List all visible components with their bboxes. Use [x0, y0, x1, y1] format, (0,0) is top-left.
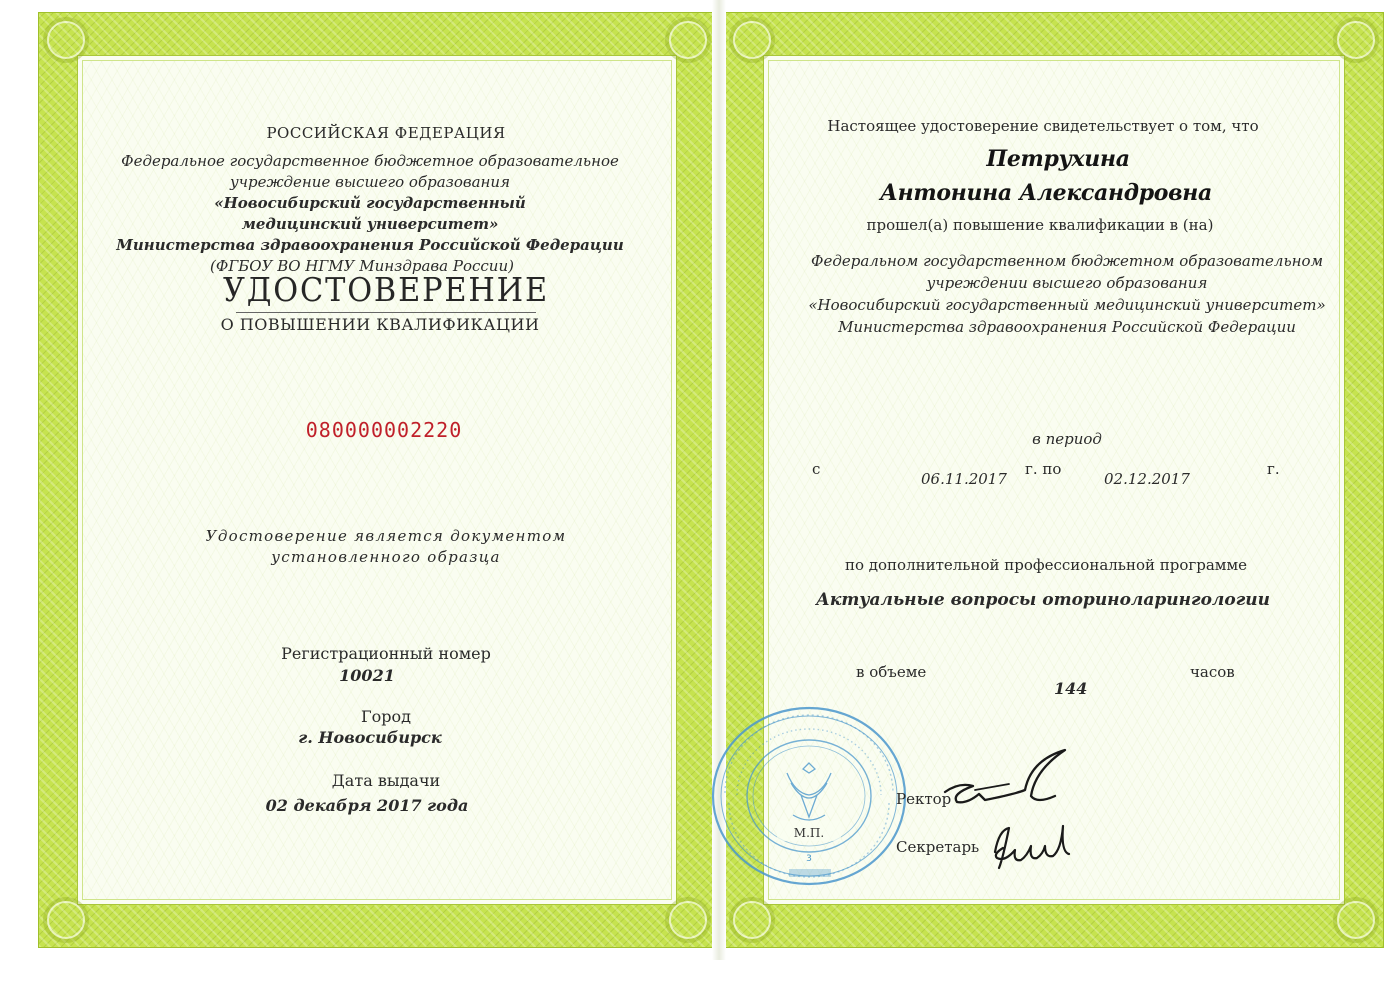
- ornament-corner: [669, 901, 707, 939]
- status-line-2: установленного образца: [271, 548, 501, 566]
- period-year-label: г.: [1267, 460, 1280, 478]
- institution-line-3: «Новосибирский государственный медицинский университет»: [808, 296, 1326, 314]
- serial-number: 080000002220: [305, 418, 463, 442]
- country-heading: РОССИЙСКАЯ ФЕДЕРАЦИЯ: [266, 124, 506, 142]
- org-line-4: медицинский университет»: [241, 215, 499, 233]
- org-line-6: (ФГБОУ ВО НГМУ Минздрава России): [210, 257, 514, 275]
- org-line-3: «Новосибирский государственный: [214, 194, 526, 212]
- ornament-corner: [47, 901, 85, 939]
- period-label: в период: [1032, 430, 1102, 448]
- ornament-corner: [1337, 901, 1375, 939]
- rector-label: Ректор: [896, 790, 952, 808]
- ornament-corner: [47, 21, 85, 59]
- secretary-signature: [985, 818, 1085, 882]
- period-to-label: г. по: [1025, 460, 1062, 478]
- institution-line-1: Федеральном государственном бюджетном образовательном: [811, 252, 1323, 270]
- passed-training-line: прошел(а) повышение квалификации в (на): [866, 216, 1214, 234]
- stamp-mark-label: М.П.: [793, 826, 825, 840]
- program-label: по дополнительной профессиональной программе: [844, 556, 1248, 574]
- ornament-corner: [669, 21, 707, 59]
- holder-given-names: Антонина Александровна: [880, 180, 1212, 206]
- city-label: Город: [361, 707, 411, 726]
- city-value: г. Новосибирск: [298, 728, 442, 747]
- hours-label: часов: [1190, 663, 1235, 681]
- secretary-label: Секретарь: [896, 838, 980, 856]
- holder-surname: Петрухина: [986, 146, 1130, 172]
- program-name: Актуальные вопросы оториноларингологии: [816, 590, 1270, 610]
- stamp-number: 3: [806, 854, 812, 864]
- status-line-1: Удостоверение является документом: [205, 527, 567, 545]
- volume-label: в объеме: [856, 663, 927, 681]
- period-from-date: 06.11.2017: [921, 470, 1007, 488]
- volume-hours-value: 144: [1054, 679, 1088, 698]
- issue-date-label: Дата выдачи: [331, 771, 441, 790]
- org-line-2: учреждение высшего образования: [229, 173, 511, 191]
- ornament-corner: [1337, 21, 1375, 59]
- rector-signature: [935, 748, 1115, 818]
- document-title: УДОСТОВЕРЕНИЕ: [223, 270, 549, 309]
- org-line-1: Федеральное государственное бюджетное образовательное: [121, 152, 619, 170]
- certifies-intro: Настоящее удостоверение свидетельствует о том, что: [827, 117, 1259, 135]
- official-seal: [709, 703, 909, 889]
- institution-line-4: Министерства здравоохранения Российской Федерации: [838, 318, 1296, 336]
- issue-date-value: 02 декабря 2017 года: [265, 796, 469, 815]
- period-to-date: 02.12.2017: [1104, 470, 1190, 488]
- registration-number: 10021: [339, 666, 395, 685]
- ornament-corner: [733, 21, 771, 59]
- ornament-corner: [733, 901, 771, 939]
- institution-line-2: учреждении высшего образования: [926, 274, 1208, 292]
- document-subtitle: О ПОВЫШЕНИИ КВАЛИФИКАЦИИ: [220, 315, 540, 334]
- title-underline: [236, 312, 536, 313]
- org-line-5: Министерства здравоохранения Российской Федерации: [116, 236, 624, 254]
- period-from-label: с: [812, 460, 821, 478]
- eagle-emblem-icon: [787, 763, 831, 820]
- registration-label: Регистрационный номер: [281, 644, 491, 663]
